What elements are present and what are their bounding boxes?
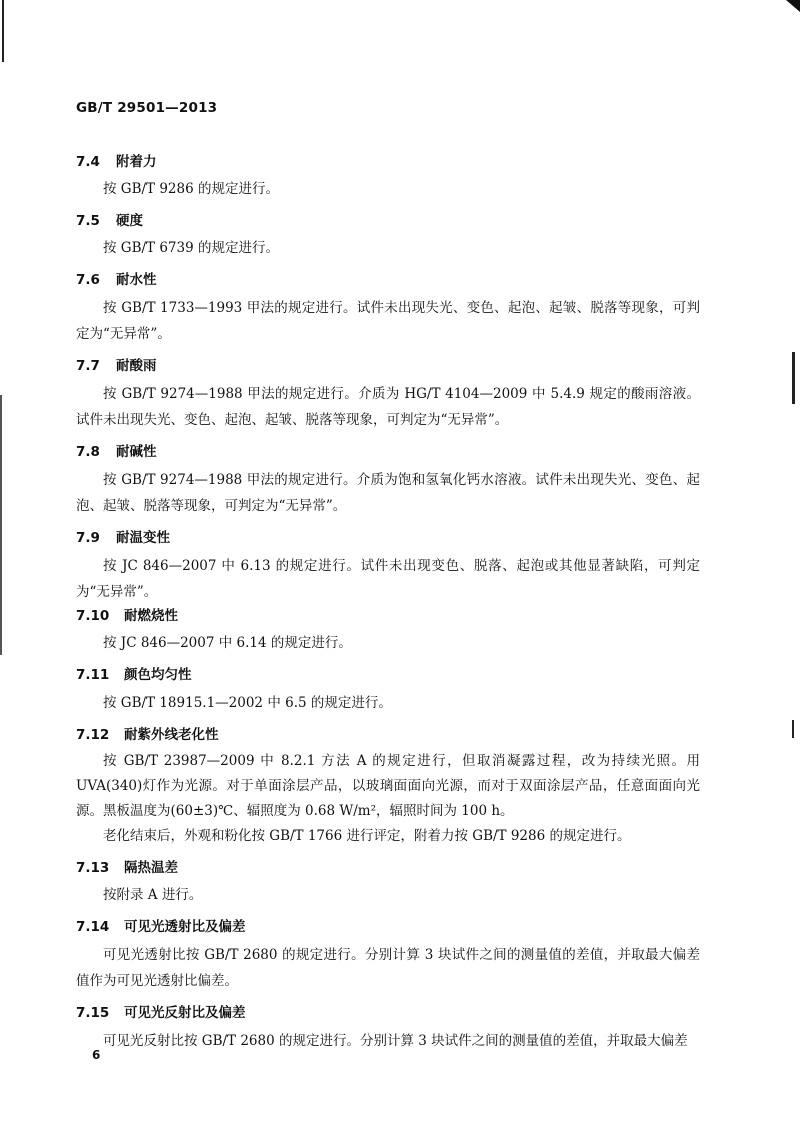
section-number: 7.15 bbox=[76, 1005, 110, 1021]
paragraph: 按 GB/T 1733—1993 甲法的规定进行。试件未出现失光、变色、起泡、起皱、脱落等现象，可判定为“无异常”。 bbox=[76, 300, 700, 342]
section-number: 7.10 bbox=[76, 608, 110, 624]
section-body bbox=[76, 381, 700, 433]
section-title: 硬度 bbox=[116, 213, 143, 229]
section-body bbox=[76, 176, 700, 202]
section-heading bbox=[76, 526, 170, 546]
section-title: 隔热温差 bbox=[124, 860, 178, 876]
standard-number: GB/T 29501—2013 bbox=[76, 100, 218, 116]
section-heading bbox=[76, 915, 246, 935]
section-title: 耐碱性 bbox=[116, 444, 157, 460]
paragraph: 按 JC 846—2007 中 6.13 的规定进行。试件未出现变色、脱落、起泡或其他显著缺陷，可判定为“无异常”。 bbox=[76, 558, 700, 600]
section-heading bbox=[76, 604, 178, 624]
section-title: 耐酸雨 bbox=[116, 358, 157, 374]
section-body bbox=[76, 553, 700, 605]
section-heading bbox=[76, 209, 143, 229]
section-title: 附着力 bbox=[116, 154, 157, 170]
section-title: 耐温变性 bbox=[116, 530, 170, 546]
scan-corner-mark bbox=[786, 0, 800, 12]
paragraph: 按附录 A 进行。 bbox=[103, 887, 203, 903]
section-heading bbox=[76, 440, 157, 460]
section-number: 7.13 bbox=[76, 860, 110, 876]
section-number: 7.12 bbox=[76, 727, 110, 743]
paragraph: 按 GB/T 9274—1988 甲法的规定进行。介质为 HG/T 4104—2009 中 5.4.9 规定的酸雨溶液。试件未出现失光、变色、起泡、起皱、脱落等现象，可判定为“无异常”。 bbox=[76, 386, 700, 428]
section-heading bbox=[76, 1001, 246, 1021]
paragraph: 按 GB/T 9286 的规定进行。 bbox=[103, 181, 279, 197]
section-heading bbox=[76, 856, 178, 876]
section-number: 7.14 bbox=[76, 919, 110, 935]
section-body bbox=[76, 235, 700, 261]
section-heading bbox=[76, 723, 219, 743]
section-title: 耐紫外线老化性 bbox=[124, 727, 219, 743]
section-heading bbox=[76, 268, 157, 288]
section-body bbox=[76, 882, 700, 908]
section-body bbox=[76, 690, 700, 716]
section-heading bbox=[76, 663, 192, 683]
section-title: 可见光反射比及偏差 bbox=[124, 1005, 246, 1021]
section-title: 可见光透射比及偏差 bbox=[124, 919, 246, 935]
section-number: 7.6 bbox=[76, 272, 100, 288]
paragraph: 按 GB/T 18915.1—2002 中 6.5 的规定进行。 bbox=[103, 695, 392, 711]
section-body bbox=[76, 942, 700, 994]
section-body bbox=[76, 749, 700, 849]
section-number: 7.4 bbox=[76, 154, 100, 170]
paragraph: 按 JC 846—2007 中 6.14 的规定进行。 bbox=[103, 635, 352, 651]
section-number: 7.7 bbox=[76, 358, 100, 374]
paragraph: 按 GB/T 9274—1988 甲法的规定进行。介质为饱和氢氧化钙水溶液。试件未出现失光、变色、起泡、起皱、脱落等现象，可判定为“无异常”。 bbox=[76, 472, 700, 514]
section-number: 7.5 bbox=[76, 213, 100, 229]
paragraph: 按 GB/T 23987—2009 中 8.2.1 方法 A 的规定进行，但取消凝露过程，改为持续光照。用 UVA(340)灯作为光源。对于单面涂层产品，以玻璃面面向光源，而对于双面涂层产品，任意面面向光源。黑板温度为(60±3)℃、辐照度为 0.68 W/m²，辐照时间为 100 h。 bbox=[76, 753, 700, 819]
section-number: 7.9 bbox=[76, 530, 100, 546]
section-title: 耐水性 bbox=[116, 272, 157, 288]
section-heading bbox=[76, 150, 157, 170]
section-number: 7.11 bbox=[76, 667, 110, 683]
section-number: 7.8 bbox=[76, 444, 100, 460]
scan-edge-mark bbox=[2, 0, 4, 62]
section-body bbox=[76, 1028, 700, 1054]
scan-edge-mark bbox=[792, 720, 794, 738]
section-body bbox=[76, 467, 700, 519]
paragraph: 老化结束后，外观和粉化按 GB/T 1766 进行评定，附着力按 GB/T 9286 的规定进行。 bbox=[103, 828, 631, 844]
section-body bbox=[76, 630, 700, 656]
section-heading bbox=[76, 354, 157, 374]
section-title: 耐燃烧性 bbox=[124, 608, 178, 624]
paragraph: 可见光透射比按 GB/T 2680 的规定进行。分别计算 3 块试件之间的测量值的差值，并取最大偏差值作为可见光透射比偏差。 bbox=[76, 947, 700, 989]
section-title: 颜色均匀性 bbox=[124, 667, 192, 683]
paragraph: 可见光反射比按 GB/T 2680 的规定进行。分别计算 3 块试件之间的测量值的差值，并取最大偏差 bbox=[103, 1033, 688, 1049]
section-body bbox=[76, 295, 700, 347]
scan-edge-mark bbox=[0, 395, 2, 655]
paragraph: 按 GB/T 6739 的规定进行。 bbox=[103, 240, 279, 256]
page-number: 6 bbox=[92, 1048, 101, 1062]
scan-edge-mark bbox=[792, 352, 795, 404]
